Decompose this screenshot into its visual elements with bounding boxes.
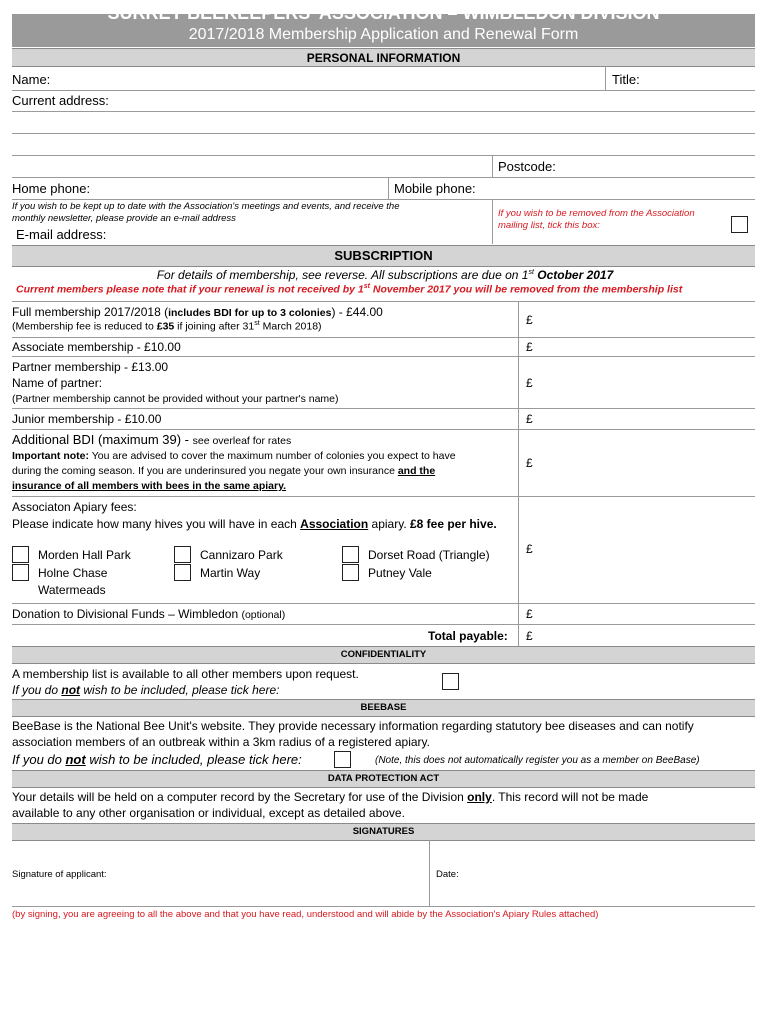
additional-bdi-amount[interactable]: £ (526, 456, 533, 470)
signature-agreement: (by signing, you are agreeing to all the above and that you have read, understood and will abide by the Association's Apiary Rules attached) (12, 909, 599, 920)
subscription-heading-band (12, 245, 755, 267)
signatures-heading-band (12, 823, 755, 841)
partner-name-label: Name of partner: (12, 376, 103, 390)
date-label: Date: (436, 869, 459, 880)
total-payable-label: Total payable: (428, 629, 508, 643)
confidentiality-line2: If you do not wish to be included, please tick here: (12, 683, 280, 697)
additional-bdi-label: Additional BDI (maximum 39) - see overleaf for rates (12, 432, 292, 447)
apiary-putney-vale: Putney Vale (368, 566, 432, 580)
apiary-morden-hall-park: Morden Hall Park (38, 548, 131, 562)
total-payable-amount[interactable]: £ (526, 629, 533, 643)
name-label: Name: (12, 72, 51, 87)
cannizaro-park-box[interactable] (174, 546, 191, 563)
exclude-from-beebase-checkbox[interactable] (334, 751, 351, 768)
remove-from-mailing-list-checkbox[interactable] (731, 216, 748, 233)
home-phone-label: Home phone: (12, 181, 91, 196)
apiary-fees-note: Please indicate how many hives you will have in each Association apiary. £8 fee per hive. (12, 517, 497, 531)
data-protection-line2: available to any other organisation or individual, except as detailed above. (12, 806, 405, 820)
beebase-line2: association members of an outbreak within a 3km radius of a registered apiary. (12, 735, 430, 749)
beebase-line3: If you do not wish to be included, please tick here: (12, 752, 302, 767)
mobile-phone-label: Mobile phone: (394, 181, 476, 196)
apiary-martin-way: Martin Way (200, 566, 261, 580)
data-protection-line1: Your details will be held on a computer record by the Secretary for use of the Division only. This record will not be made (12, 790, 649, 804)
address-label: Current address: (12, 93, 109, 108)
newsletter-note-line2: monthly newsletter, please provide an e-mail address (12, 213, 236, 224)
bdi-note-line2: during the coming season. If you are underinsured you negate your own insurance and the (12, 465, 436, 477)
personal-info-heading-band (12, 48, 755, 67)
beebase-heading: BEEBASE (360, 702, 407, 713)
confidentiality-heading-band (12, 646, 755, 664)
junior-membership-amount[interactable]: £ (526, 412, 533, 426)
holne-chase-box[interactable] (12, 564, 29, 581)
confidentiality-line1: A membership list is available to all other members upon request. (12, 667, 359, 681)
partner-membership-label: Partner membership - £13.00 (12, 360, 169, 374)
apiary-watermeads: Watermeads (38, 583, 106, 597)
postcode-label: Postcode: (498, 159, 556, 174)
data-protection-heading: DATA PROTECTION ACT (327, 773, 440, 784)
apiary-cannizaro-park: Cannizaro Park (200, 548, 283, 562)
full-membership-amount[interactable]: £ (526, 313, 533, 327)
dorset-road-box[interactable] (342, 546, 359, 563)
associate-membership-label: Associate membership - £10.00 (12, 340, 181, 354)
junior-membership-label: Junior membership - £10.00 (12, 412, 162, 426)
signature-label: Signature of applicant: (12, 869, 107, 880)
putney-vale-box[interactable] (342, 564, 359, 581)
beebase-heading-band (12, 699, 755, 717)
title-label: Title: (612, 72, 640, 87)
beebase-note: (Note, this does not automatically register you as a member on BeeBase) (375, 755, 700, 766)
apiary-holne-chase: Holne Chase (38, 566, 108, 580)
email-label: E-mail address: (16, 227, 107, 242)
donation-label: Donation to Divisional Funds – Wimbledon (optional) (12, 607, 286, 621)
apiary-fees-amount[interactable]: £ (526, 542, 533, 556)
exclude-from-members-list-checkbox[interactable] (442, 673, 459, 690)
personal-info-heading: PERSONAL INFORMATION (306, 51, 461, 65)
associate-membership-amount[interactable]: £ (526, 340, 533, 354)
removal-note-line1: If you wish to be removed from the Association (498, 208, 695, 219)
subscription-details: For details of membership, see reverse. All subscriptions are due on 1st October 2017 (156, 268, 614, 282)
association-name: SURREY BEEKEEPERS' ASSOCIATION – WIMBLEDON DIVISION (107, 3, 660, 23)
donation-amount[interactable]: £ (526, 607, 533, 621)
bdi-important-note: Important note: You are advised to cover the maximum number of colonies you expect to have (12, 450, 456, 462)
full-membership-note: (Membership fee is reduced to £35 if joining after 31st March 2018) (12, 320, 322, 333)
form-title: 2017/2018 Membership Application and Renewal Form (188, 26, 579, 43)
morden-hall-park-box[interactable] (12, 546, 29, 563)
data-protection-heading-band (12, 770, 755, 788)
renewal-warning: Current members please note that if your renewal is not received by 1st November 2017 you will be removed from the membership list (16, 283, 683, 296)
partner-note: (Partner membership cannot be provided without your partner's name) (12, 393, 339, 405)
partner-membership-amount[interactable]: £ (526, 376, 533, 390)
martin-way-box[interactable] (174, 564, 191, 581)
newsletter-note-line1: If you wish to be kept up to date with the Association's meetings and events, and receive the (12, 201, 400, 212)
confidentiality-heading: CONFIDENTIALITY (340, 649, 427, 660)
beebase-line1: BeeBase is the National Bee Unit's website. They provide necessary information regarding statutory bee diseases and can notify (12, 719, 694, 733)
header-band (12, 3, 755, 47)
apiary-dorset-road: Dorset Road (Triangle) (368, 548, 490, 562)
signatures-heading: SIGNATURES (352, 826, 415, 837)
subscription-heading: SUBSCRIPTION (334, 248, 433, 263)
bdi-note-line3: insurance of all members with bees in the same apiary. (12, 480, 287, 492)
full-membership-label: Full membership 2017/2018 (includes BDI for up to 3 colonies) - £44.00 (12, 305, 383, 319)
apiary-fees-heading: Associaton Apiary fees: (12, 500, 137, 514)
removal-note-line2: mailing list, tick this box: (498, 220, 600, 231)
